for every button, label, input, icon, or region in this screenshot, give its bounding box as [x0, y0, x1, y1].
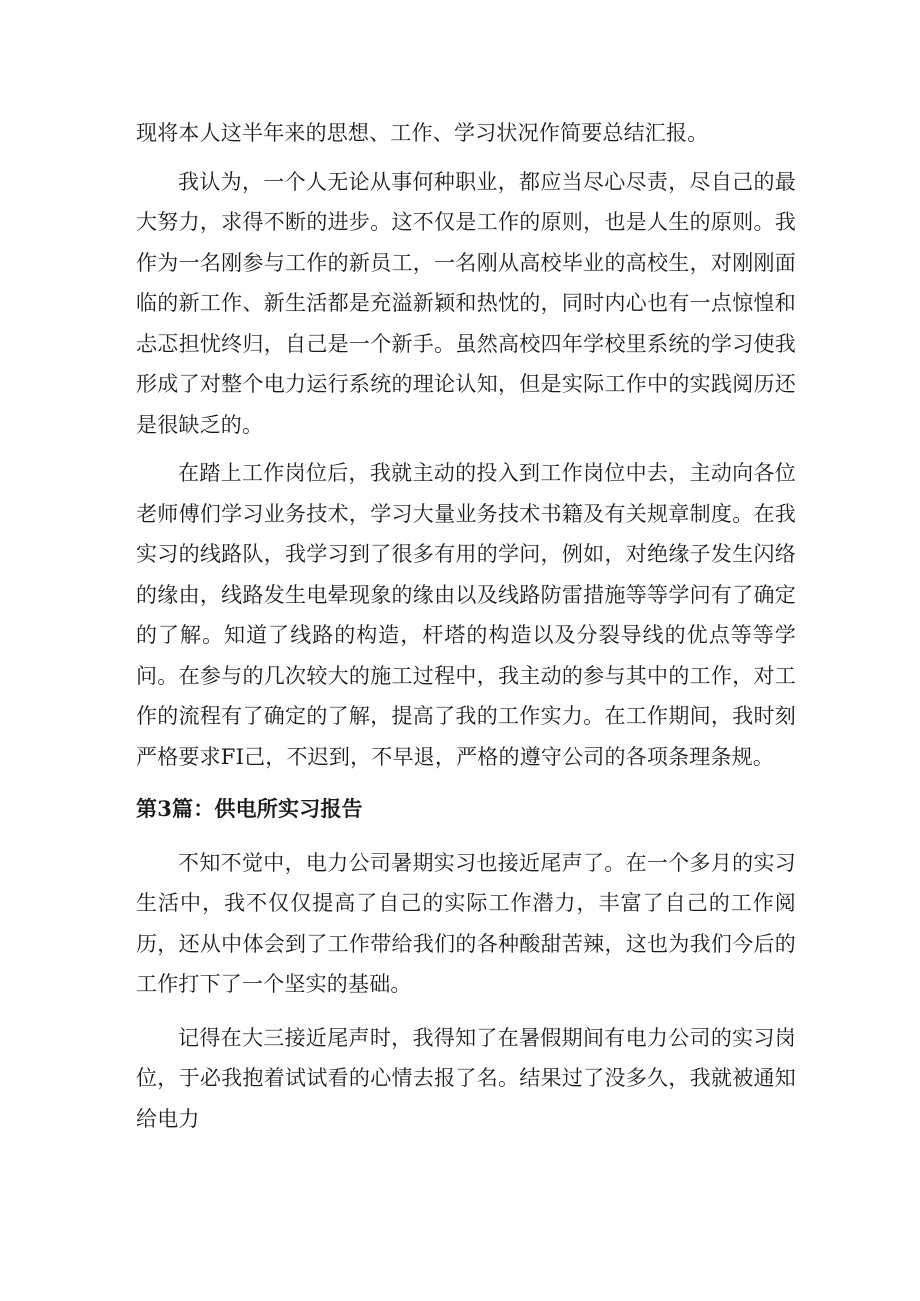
paragraph-internship-start: 记得在大三接近尾声时，我得知了在暑假期间有电力公司的实习岗位，于必我抱着试试看的心情去报了名。结果过了没多久，我就被通知给电力 — [136, 1025, 796, 1131]
paragraph-work-attitude: 我认为，一个人无论从事何种职业，都应当尽心尽责，尽自己的最大努力，求得不断的进步。这不仅是工作的原则，也是人生的原则。我作为一名刚参与工作的新员工，一名刚从高校毕业的高校生，对刚刚面临的新工作、新生活都是充溢新颖和热忱的，同时内心也有一点惊惶和忐忑担忧终归，自己是一个新手。虽然高校四年学校里系统的学习使我形成了对整个电力运行系统的理论认知，但是实际工作中的实践阅历还是很缺乏的。 — [136, 169, 796, 437]
document-body — [136, 113, 796, 1139]
paragraph-internship-end: 不知不觉中，电力公司暑期实习也接近尾声了。在一个多月的实习生活中，我不仅仅提高了自己的实际工作潜力，丰富了自己的工作阅历，还从中体会到了工作带给我们的各种酸甜苦辣，这也为我们今后的工作打下了一个坚实的基础。 — [136, 850, 796, 996]
section-heading: 第3篇：供电所实习报告 — [136, 796, 363, 821]
paragraph-work-experience: 在踏上工作岗位后，我就主动的投入到工作岗位中去，主动向各位老师傅们学习业务技术，学习大量业务技术书籍及有关规章制度。在我实习的线路队，我学习到了很多有用的学问，例如，对绝缘子发生闪络的缘由，线路发生电晕现象的缘由以及线路防雷措施等等学问有了确定的了解。知道了线路的构造，杆塔的构造以及分裂导线的优点等等学问。在参与的几次较大的施工过程中，我主动的参与其中的工作，对工作的流程有了确定的了解，提高了我的工作实力。在工作期间，我时刻严格要求FI己，不迟到，不早退，严格的遵守公司的各项条理条规。 — [136, 461, 796, 769]
paragraph-summary-intro: 现将本人这半年来的思想、工作、学习状况作简要总结汇报。 — [136, 121, 709, 145]
